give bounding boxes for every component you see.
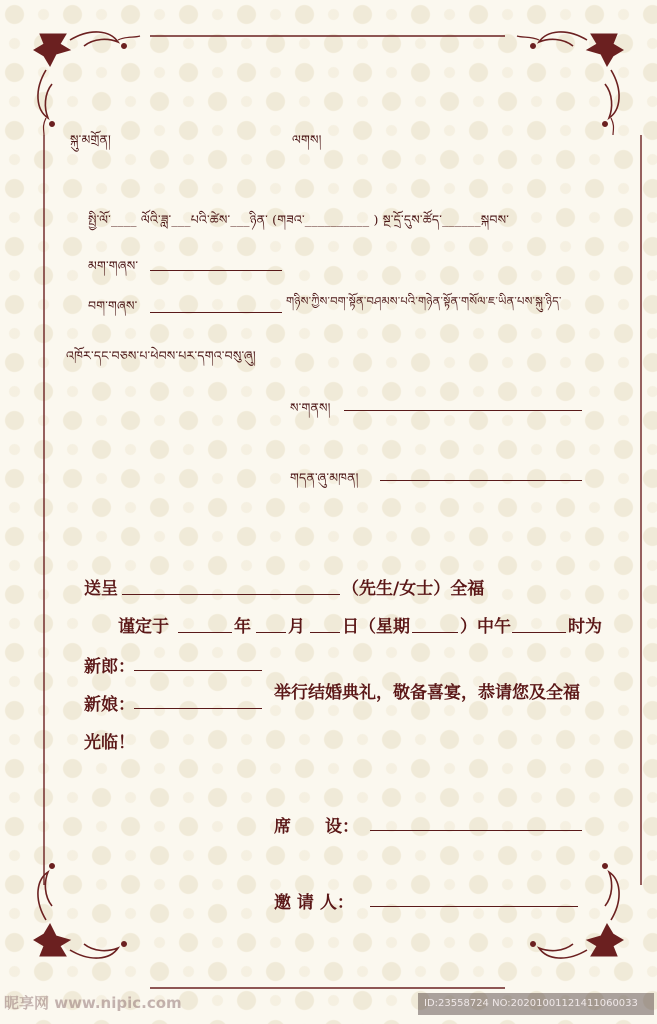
bride-label: 新娘：: [84, 695, 135, 715]
year-line: [178, 632, 232, 633]
weekday-line: [412, 632, 458, 633]
month-label: 月: [288, 617, 305, 637]
hour-label: 时为: [568, 617, 602, 637]
month-line: [256, 632, 286, 633]
invite-prefix: 谨定于: [118, 617, 169, 637]
day-line: [310, 632, 340, 633]
watermark-id: ID:23558724 NO:20201001121411060033: [418, 993, 654, 1015]
groom-name-line: [134, 670, 262, 671]
watermark-brand: 昵享网 www.nipic.com: [4, 994, 182, 1012]
tibetan-host-line: [380, 480, 582, 481]
send-to-label: 送呈: [84, 579, 118, 599]
recipient-name-line: [122, 594, 340, 595]
day-weekday-label: 日（星期: [342, 617, 410, 637]
tibetan-groom-line: [150, 270, 282, 271]
tibetan-greeting: ལགས།: [292, 132, 322, 147]
tibetan-recipient-label: སྐུ་མགྲོན།: [70, 132, 111, 147]
venue-label: 席 设：: [274, 817, 359, 837]
honorific-label: （先生/女士）全福: [342, 579, 485, 599]
tibetan-date-line: སྤྱི་ལོ་____ ལོའི་ཟླ་___པའི་ཚེས་___ཉིན་ (གཟའ་__________ ) སྔ་དྲོ་དུས་ཚོད་______སྐབས་: [88, 212, 510, 227]
tibetan-request-line: འཁོར་དང་བཅས་པ་ཕེབས་པར་དགའ་བསུ་ཞུ།: [66, 348, 256, 363]
tibetan-venue-line: [344, 410, 582, 411]
tibetan-venue-label: ས་གནས།: [290, 400, 331, 415]
host-label: 邀 请 人：: [274, 893, 354, 913]
venue-line: [370, 830, 582, 831]
closing-text: 光临！: [84, 733, 135, 753]
tibetan-bride-label: བག་གཞས་: [88, 298, 138, 313]
bride-name-line: [134, 708, 262, 709]
tibetan-bride-line: [150, 312, 282, 313]
corner-ornament-top-left: [34, 32, 140, 135]
noon-label: ）中午: [460, 617, 511, 637]
tibetan-host-label: གདན་ཞུ་མཁན།: [290, 470, 359, 485]
hour-line: [512, 632, 566, 633]
corner-ornament-top-right: [517, 32, 623, 135]
host-line: [370, 906, 578, 907]
year-label: 年: [234, 617, 251, 637]
tibetan-event-line: གཉིས་ཀྱིས་བག་སྟོན་བཤམས་པའི་གཉེན་སྟོན་གསོལ་ཇ་ཡིན་པས་སྐུ་ཉིད་: [286, 294, 562, 308]
tibetan-groom-label: མག་གཞས་: [88, 258, 139, 273]
corner-ornament-bottom-left: [34, 864, 127, 959]
ceremony-text: 举行结婚典礼，敬备喜宴，恭请您及全福: [274, 683, 580, 703]
corner-ornament-bottom-right: [531, 864, 624, 959]
groom-label: 新郎：: [84, 657, 135, 677]
